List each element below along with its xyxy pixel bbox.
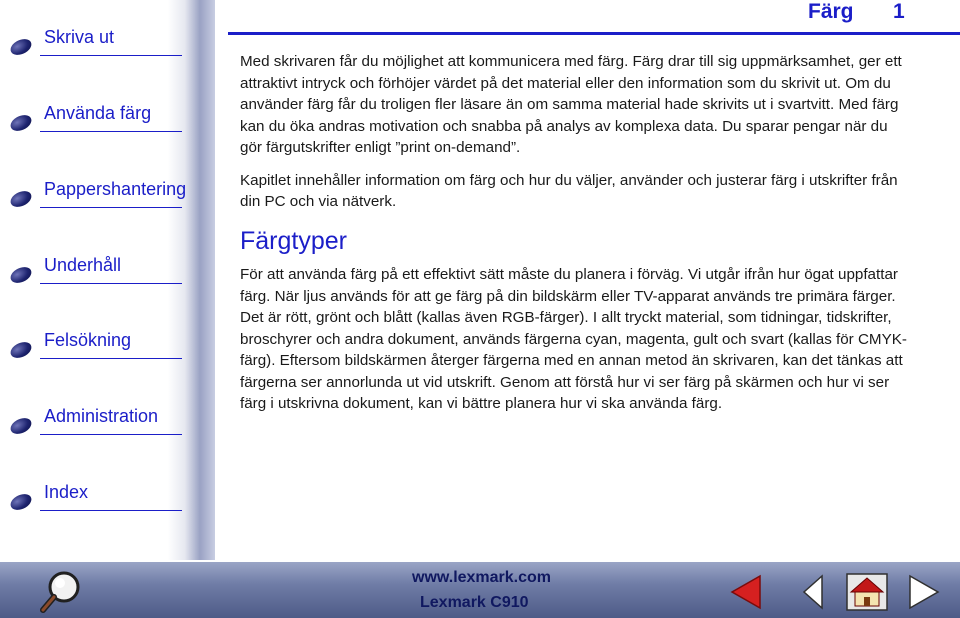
back-arrow-icon[interactable] xyxy=(728,574,764,610)
footer-model: Lexmark C910 xyxy=(420,594,529,611)
nav-underline xyxy=(40,434,182,435)
sidebar-item-label: Administration xyxy=(44,406,159,426)
sidebar-item-skriva-ut[interactable] xyxy=(10,26,182,56)
bullet-icon xyxy=(8,36,34,58)
bullet-icon xyxy=(8,264,34,286)
sidebar-item-label: Använda färg xyxy=(44,103,152,123)
nav-underline xyxy=(40,55,182,56)
sidebar-nav xyxy=(0,0,215,560)
page-title: Färg xyxy=(808,0,854,23)
sidebar-item-felsokning[interactable] xyxy=(10,329,182,359)
search-icon[interactable] xyxy=(38,568,86,616)
sidebar-item-index[interactable] xyxy=(10,481,182,511)
nav-underline xyxy=(40,358,182,359)
chapter-paragraph: Kapitlet innehåller information om färg och hur du väljer, använder och justerar färg i utskrifter från din PC och via nätverk. xyxy=(240,171,898,210)
sidebar-item-label: Pappershantering xyxy=(44,179,187,199)
nav-underline xyxy=(40,131,182,132)
bullet-icon xyxy=(8,188,34,210)
up-arrow-icon[interactable] xyxy=(796,574,832,610)
nav-underline xyxy=(40,207,182,208)
bullet-icon xyxy=(8,491,34,513)
footer-bar xyxy=(0,562,960,618)
sidebar-item-pappershantering[interactable] xyxy=(10,178,187,208)
intro-paragraph: Med skrivaren får du möjlighet att kommunicera med färg. Färg drar till sig uppmärksamhet, ger ett attraktivt intryck och förhöjer värdet på det material eller den information som du skrivit ut. Om du använder färg får du troligen fler läsare än om samma material hade skrivits ut i svartvitt. Med färg kan du öka andras motivation och snabba på analys av komplexa data. Du sparar pengar när du gör färgutskrifter enligt ”print on-demand”. xyxy=(240,53,902,156)
sidebar-item-label: Felsökning xyxy=(44,330,132,350)
bullet-icon xyxy=(8,112,34,134)
header-rule xyxy=(228,32,960,35)
nav-underline xyxy=(40,283,182,284)
section-heading: Färgtyper xyxy=(240,226,347,255)
sidebar-item-administration[interactable] xyxy=(10,405,182,435)
page-number: 1 xyxy=(893,0,905,23)
sidebar-item-underhall[interactable] xyxy=(10,254,182,284)
main-content xyxy=(240,51,908,426)
sidebar-item-label: Underhåll xyxy=(44,255,122,275)
forward-arrow-icon[interactable] xyxy=(906,574,942,610)
sidebar-item-anvanda-farg[interactable] xyxy=(10,102,182,132)
sidebar-item-label: Index xyxy=(44,482,89,502)
body-paragraph: För att använda färg på ett effektivt sätt måste du planera i förväg. Vi utgår ifrån hur ögat uppfattar färg. När ljus används för att ge färg på din bildskärm eller TV-apparat används tre primära färger. Det är rött, grönt och blått (kallas även RGB-färger). I allt tryckt material, som tidningar, tidskrifter, broschyrer och andra dokument, används färgerna cyan, magenta, gult och svart (kallas för CMYK-färg). Eftersom bildskärmen återger färgerna med en annan metod än skrivaren, kan det tänkas att färgerna ser annorlunda ut vid utskrift. Genom att förstå hur vi ser färg på skärmen och hur vi ser färg i utskrivna dokument, kan vi bättre planera hur vi ska använda färg. xyxy=(240,266,907,412)
footer-url[interactable]: www.lexmark.com xyxy=(412,569,552,586)
sidebar-item-label: Skriva ut xyxy=(44,27,115,47)
nav-underline xyxy=(40,510,182,511)
home-icon[interactable] xyxy=(843,570,891,614)
bullet-icon xyxy=(8,415,34,437)
bullet-icon xyxy=(8,339,34,361)
